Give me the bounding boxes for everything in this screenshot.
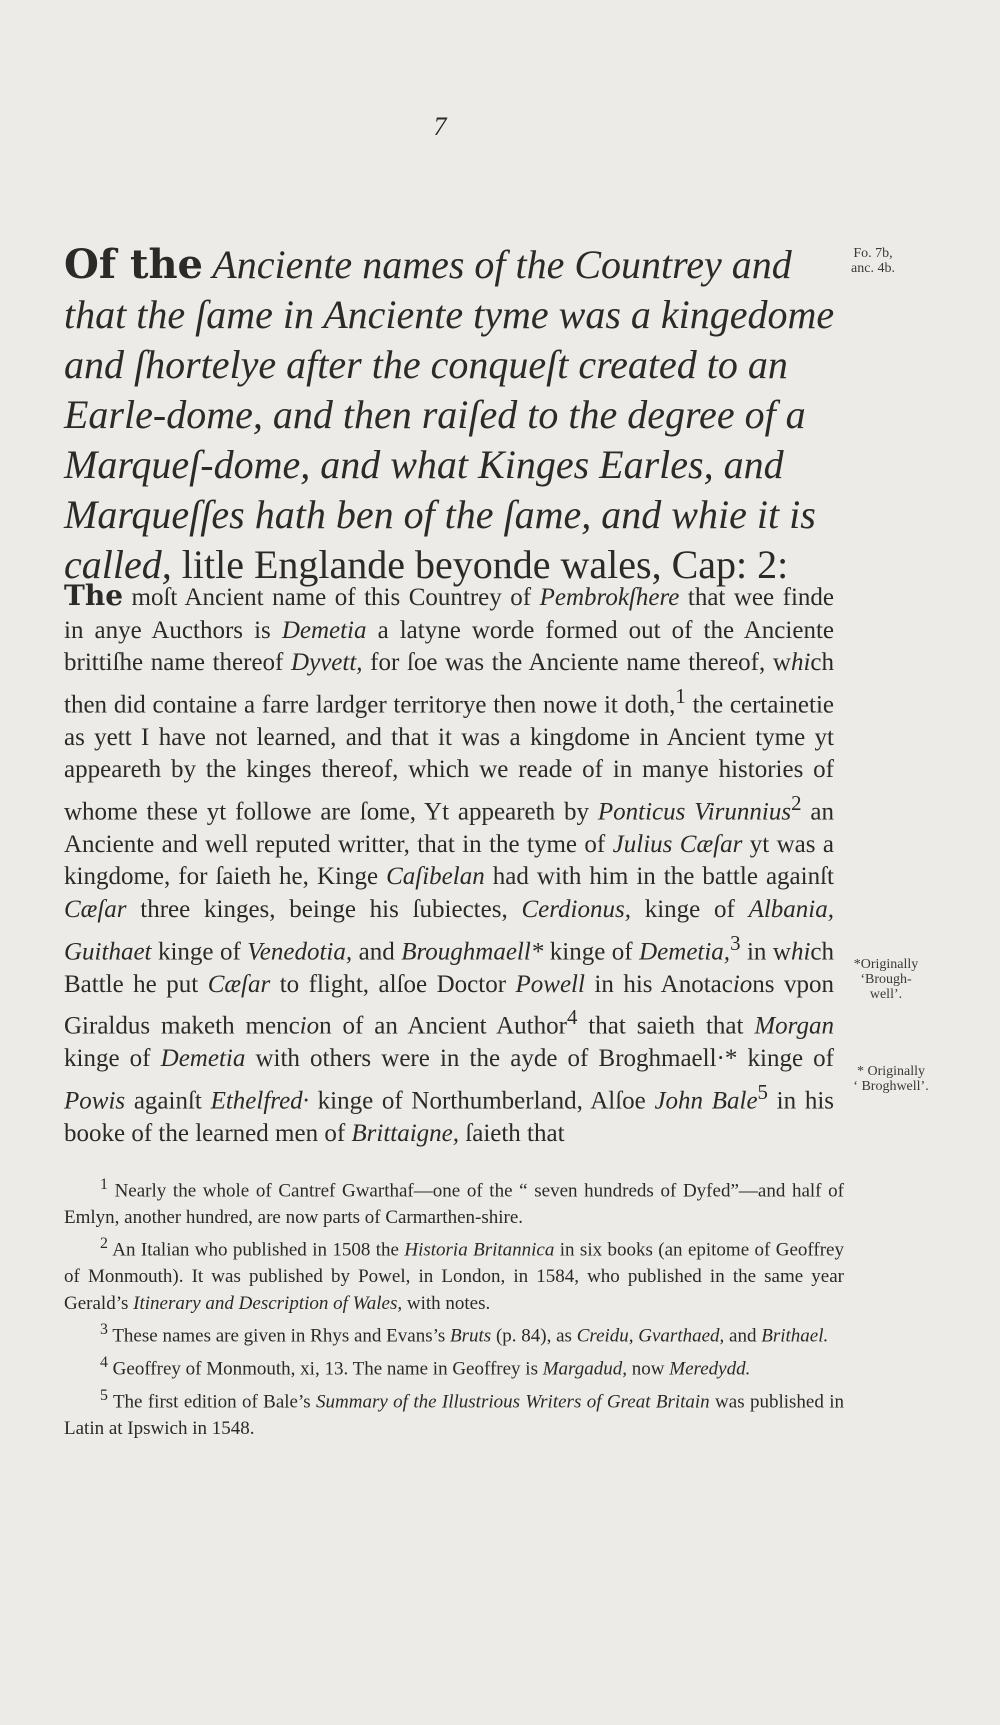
footnote-italic: Itinerary and Description of Wales, bbox=[133, 1292, 403, 1314]
body-text: in his booke of the learned men of bbox=[64, 1086, 834, 1147]
body-italic: Caſibelan bbox=[386, 863, 485, 891]
blackletter-initial: The bbox=[64, 579, 124, 612]
body-italic: Powell bbox=[515, 970, 585, 998]
margin-note-line: *Originally bbox=[853, 957, 919, 972]
body-text: an Anciente and well reputed writter, that in the tyme of bbox=[64, 798, 834, 858]
margin-note-line: well’. bbox=[869, 987, 903, 1002]
body-italic: Cæſar bbox=[207, 970, 271, 998]
footnote-text: in six books (an epitome of Geoffrey of Monmouth). It was published by Powel, in London, in 1584, who published in the same year Gerald’s bbox=[64, 1239, 844, 1314]
footnote-italic: Summary of the Illustrious Writers of Great Britain bbox=[316, 1391, 710, 1413]
footnote-1 bbox=[64, 1172, 844, 1231]
footnote-italic: Brithael. bbox=[761, 1325, 829, 1347]
body-italic: io bbox=[732, 970, 753, 998]
body-text: that wee finde in anye Aucthors is bbox=[64, 584, 834, 644]
body-italic: Dyvett, bbox=[291, 649, 363, 677]
margin-note-originally-broghwell bbox=[838, 1064, 944, 1094]
folio-margin-note bbox=[838, 246, 908, 276]
body-text: with others were in the ayde of Broghmaell·* kinge of bbox=[245, 1045, 835, 1073]
footnote-italic: Creidu, Gvarthaed, bbox=[576, 1325, 725, 1347]
body-italic: Cerdionus, bbox=[521, 896, 631, 923]
body-text: in his Anotac bbox=[584, 970, 733, 998]
body-italic: io bbox=[299, 1012, 320, 1040]
body-italic: Albania, bbox=[748, 896, 834, 923]
folio-line-1: Fo. 7b, bbox=[853, 246, 893, 261]
body-text: kinge of bbox=[151, 937, 248, 965]
body-italic: Pembrokſhere bbox=[539, 584, 680, 611]
body-text: kinge of Northumberland, Alſoe bbox=[308, 1086, 655, 1114]
footnote-number: 3 bbox=[100, 1321, 108, 1339]
body-text: ch then did containe a farre lardger territorye then nowe it doth, bbox=[64, 649, 835, 719]
chapter-heading bbox=[64, 240, 844, 590]
body-text: againſt bbox=[125, 1086, 211, 1114]
body-italic: Cæſar bbox=[64, 896, 127, 923]
body-italic: Julius Cæſar bbox=[612, 830, 743, 858]
footnote-text: with notes. bbox=[402, 1292, 491, 1314]
footnote-italic: Bruts bbox=[450, 1325, 492, 1347]
footnote-text: and bbox=[724, 1325, 762, 1347]
body-italic: Ponticus Virunnius bbox=[597, 798, 792, 826]
heading-roman: litle Englande beyonde wales, Cap: 2: bbox=[181, 542, 789, 587]
footnote-text: These names are given in Rhys and Evans’s bbox=[107, 1325, 451, 1347]
footnote-text: was published in Latin at Ipswich in 1548. bbox=[64, 1391, 845, 1439]
body-text: kinge of bbox=[543, 937, 640, 965]
footnote-text: Geoffrey of Monmouth, xi, 13. The name in Geoffrey is bbox=[107, 1358, 543, 1380]
footnote-number: 4 bbox=[100, 1353, 108, 1371]
folio-line-2: anc. 4b. bbox=[851, 261, 895, 276]
body-italic: hi bbox=[790, 649, 811, 677]
margin-note-line: * Originally bbox=[856, 1064, 926, 1079]
body-italic: Brittaigne, bbox=[351, 1119, 460, 1147]
body-text: had with him in the battle againſt bbox=[484, 863, 834, 891]
footnote-4 bbox=[64, 1350, 844, 1383]
page-number: 7 bbox=[433, 112, 447, 141]
footnote-ref: 3 bbox=[730, 930, 741, 955]
body-text: kinge of bbox=[630, 896, 749, 923]
body-text: to flight, alſoe Doctor bbox=[270, 970, 516, 998]
footnote-italic: Meredydd. bbox=[669, 1358, 751, 1380]
footnote-italic: Margadud, bbox=[542, 1358, 628, 1380]
body-italic: Venedotia, bbox=[247, 937, 353, 965]
body-text: ns vpon Giraldus maketh menc bbox=[64, 970, 835, 1040]
footnote-text: (p. 84), as bbox=[491, 1325, 577, 1347]
footnote-number: 2 bbox=[100, 1235, 108, 1253]
body-text: and bbox=[352, 937, 402, 965]
footnote-text: An Italian who published in 1508 the bbox=[107, 1239, 405, 1261]
margin-note-originally-broughwell bbox=[838, 957, 934, 1002]
body-text: for ſoe was the Anciente name thereof, w bbox=[362, 649, 791, 677]
footnote-italic: Historia Britannica bbox=[404, 1239, 555, 1261]
body-italic: Demetia bbox=[160, 1045, 246, 1073]
margin-note-line: ‘ Broghwell’. bbox=[853, 1079, 929, 1094]
body-italic: John Bale bbox=[654, 1086, 758, 1114]
body-text: ch Battle he put bbox=[64, 937, 834, 998]
footnote-text: Nearly the whole of Cantref Gwarthaf—one of the “ seven hundreds of Dyfed”—and half of Emlyn, another hundred, are now parts of Carmarthen-shire. bbox=[64, 1180, 844, 1228]
body-italic: Broughmaell* bbox=[401, 937, 544, 965]
footnote-ref: 4 bbox=[566, 1005, 578, 1030]
body-text: ſaieth that bbox=[459, 1119, 565, 1147]
body-text: a latyne worde formed out of the Anciente brittiſhe name thereof bbox=[64, 616, 834, 677]
footnote-5 bbox=[64, 1383, 844, 1442]
body-italic: hi bbox=[790, 937, 811, 965]
footnotes bbox=[64, 1172, 844, 1442]
heading-italic: Anciente names of the Countrey and that the ſame in Anciente tyme was a kingedome and ſhortelye after the conqueſt created to an Earle-dome, and then raiſed to the degree of a Marqueſ-dome, and what Kinges Earles, and Marqueſſes hath ben of the ſame, and whie it is called, bbox=[64, 242, 835, 587]
body-text: n of an Ancient Author bbox=[319, 1012, 567, 1040]
body-paragraph bbox=[64, 580, 834, 1150]
footnote-2 bbox=[64, 1231, 844, 1317]
heading-blackletter: Of the bbox=[64, 241, 203, 288]
footnote-ref: 2 bbox=[791, 790, 802, 815]
body-text: kinge of bbox=[64, 1045, 161, 1073]
body-italic: Demetia bbox=[281, 616, 367, 644]
body-text: moſt Ancient name of this Countrey of bbox=[123, 584, 540, 611]
footnote-number: 1 bbox=[100, 1176, 108, 1193]
footnote-number: 5 bbox=[100, 1386, 108, 1404]
body-text: yt was a kingdome, for ſaieth he, Kinge bbox=[64, 830, 835, 891]
footnote-ref: 1 bbox=[675, 683, 686, 708]
footnote-text: The first edition of Bale’s bbox=[107, 1391, 317, 1413]
body-italic: Morgan bbox=[754, 1012, 834, 1040]
body-italic: Ethelfred· bbox=[210, 1086, 309, 1114]
body-text: that saieth that bbox=[577, 1012, 755, 1040]
margin-note-line: ‘Brough- bbox=[860, 972, 912, 987]
body-text: in w bbox=[740, 937, 791, 965]
body-text: the certainetie as yett I have not learned, and that it was a kingdome in Ancient tyme yt appeareth by the kinges thereof, which we reade of in manye histories of whome these yt followe are ſome, Yt appeareth by bbox=[64, 691, 834, 826]
footnote-text: now bbox=[627, 1358, 670, 1380]
footnote-ref: 5 bbox=[757, 1079, 768, 1104]
body-italic: Powis bbox=[64, 1086, 126, 1114]
footnote-3 bbox=[64, 1317, 844, 1350]
body-italic: Demetia, bbox=[639, 937, 731, 965]
body-text: three kinges, beinge his ſubiectes, bbox=[126, 896, 522, 923]
body-italic: Guithaet bbox=[64, 937, 152, 965]
